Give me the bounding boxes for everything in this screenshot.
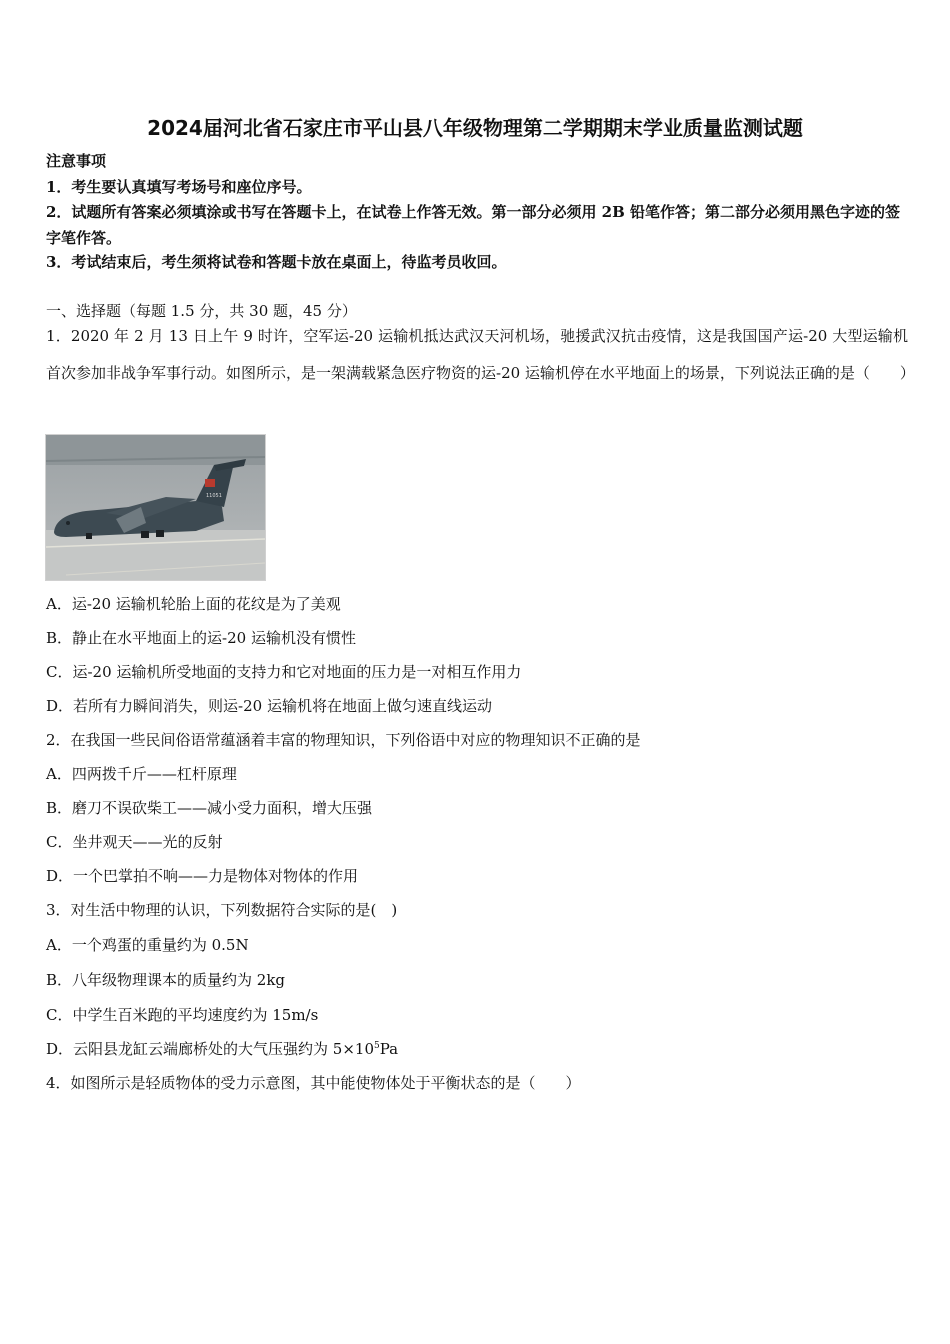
option-1b: B．静止在水平地面上的运-20 运输机没有惯性 bbox=[46, 629, 356, 647]
option-3d-exponent: 5 bbox=[374, 1041, 380, 1051]
option-3d-unit: Pa bbox=[379, 1040, 399, 1058]
section-heading: 一、选择题（每题 1.5 分，共 30 题，45 分） bbox=[46, 302, 357, 320]
option-1a: A．运-20 运输机轮胎上面的花纹是为了美观 bbox=[46, 595, 341, 613]
notice-item: 3．考试结束后，考生须将试卷和答题卡放在桌面上，待监考员收回。 bbox=[46, 253, 507, 271]
question-stem: 2．在我国一些民间俗语常蕴涵着丰富的物理知识，下列俗语中对应的物理知识不正确的是 bbox=[46, 731, 641, 749]
aircraft-tail-number: 11051 bbox=[206, 493, 222, 499]
question-stem: 3．对生活中物理的认识，下列数据符合实际的是( ) bbox=[46, 901, 398, 919]
option-1c: C．运-20 运输机所受地面的支持力和它对地面的压力是一对相互作用力 bbox=[46, 663, 522, 681]
notice-heading: 注意事项 bbox=[46, 152, 107, 170]
notice-item: 1．考生要认真填写考场号和座位序号。 bbox=[46, 178, 312, 196]
notice-item: 2．试题所有答案必须填涂或书写在答题卡上，在试卷上作答无效。第一部分必须用 2B 铅笔作答；第二部分必须用黑色字迹的签字笔作答。 bbox=[46, 203, 901, 247]
aircraft-photo bbox=[45, 434, 266, 581]
question-stem: 1．2020 年 2 月 13 日上午 9 时许，空军运-20 运输机抵达武汉天河机场，驰援武汉抗击疫情，这是我国国产运-20 大型运输机首次参加非战争军事行动。如图所示，是一架满载紧急医疗物资的运-20 运输机停在水平地面上的场景，下列说法正确的是（ ） bbox=[46, 327, 915, 382]
option-3c: C．中学生百米跑的平均速度约为 15m/s bbox=[46, 1006, 319, 1024]
option-2b: B．磨刀不误砍柴工——减小受力面积，增大压强 bbox=[46, 799, 373, 817]
option-3b: B．八年级物理课本的质量约为 2kg bbox=[46, 971, 286, 989]
option-3d bbox=[46, 1039, 398, 1059]
option-2d: D．一个巴掌拍不响——力是物体对物体的作用 bbox=[46, 867, 359, 885]
option-2a: A．四两拨千斤——杠杆原理 bbox=[46, 765, 237, 783]
page-title: 2024届河北省石家庄市平山县八年级物理第二学期期末学业质量监测试题 bbox=[147, 116, 803, 140]
option-3a: A．一个鸡蛋的重量约为 0.5N bbox=[46, 936, 249, 954]
option-1d: D．若所有力瞬间消失，则运-20 运输机将在地面上做匀速直线运动 bbox=[46, 697, 492, 715]
option-3d-text: D．云阳县龙缸云端廊桥处的大气压强约为 5×10 bbox=[46, 1040, 374, 1058]
question-stem: 4．如图所示是轻质物体的受力示意图，其中能使物体处于平衡状态的是（ ） bbox=[46, 1074, 581, 1092]
option-2c: C．坐井观天——光的反射 bbox=[46, 833, 223, 851]
